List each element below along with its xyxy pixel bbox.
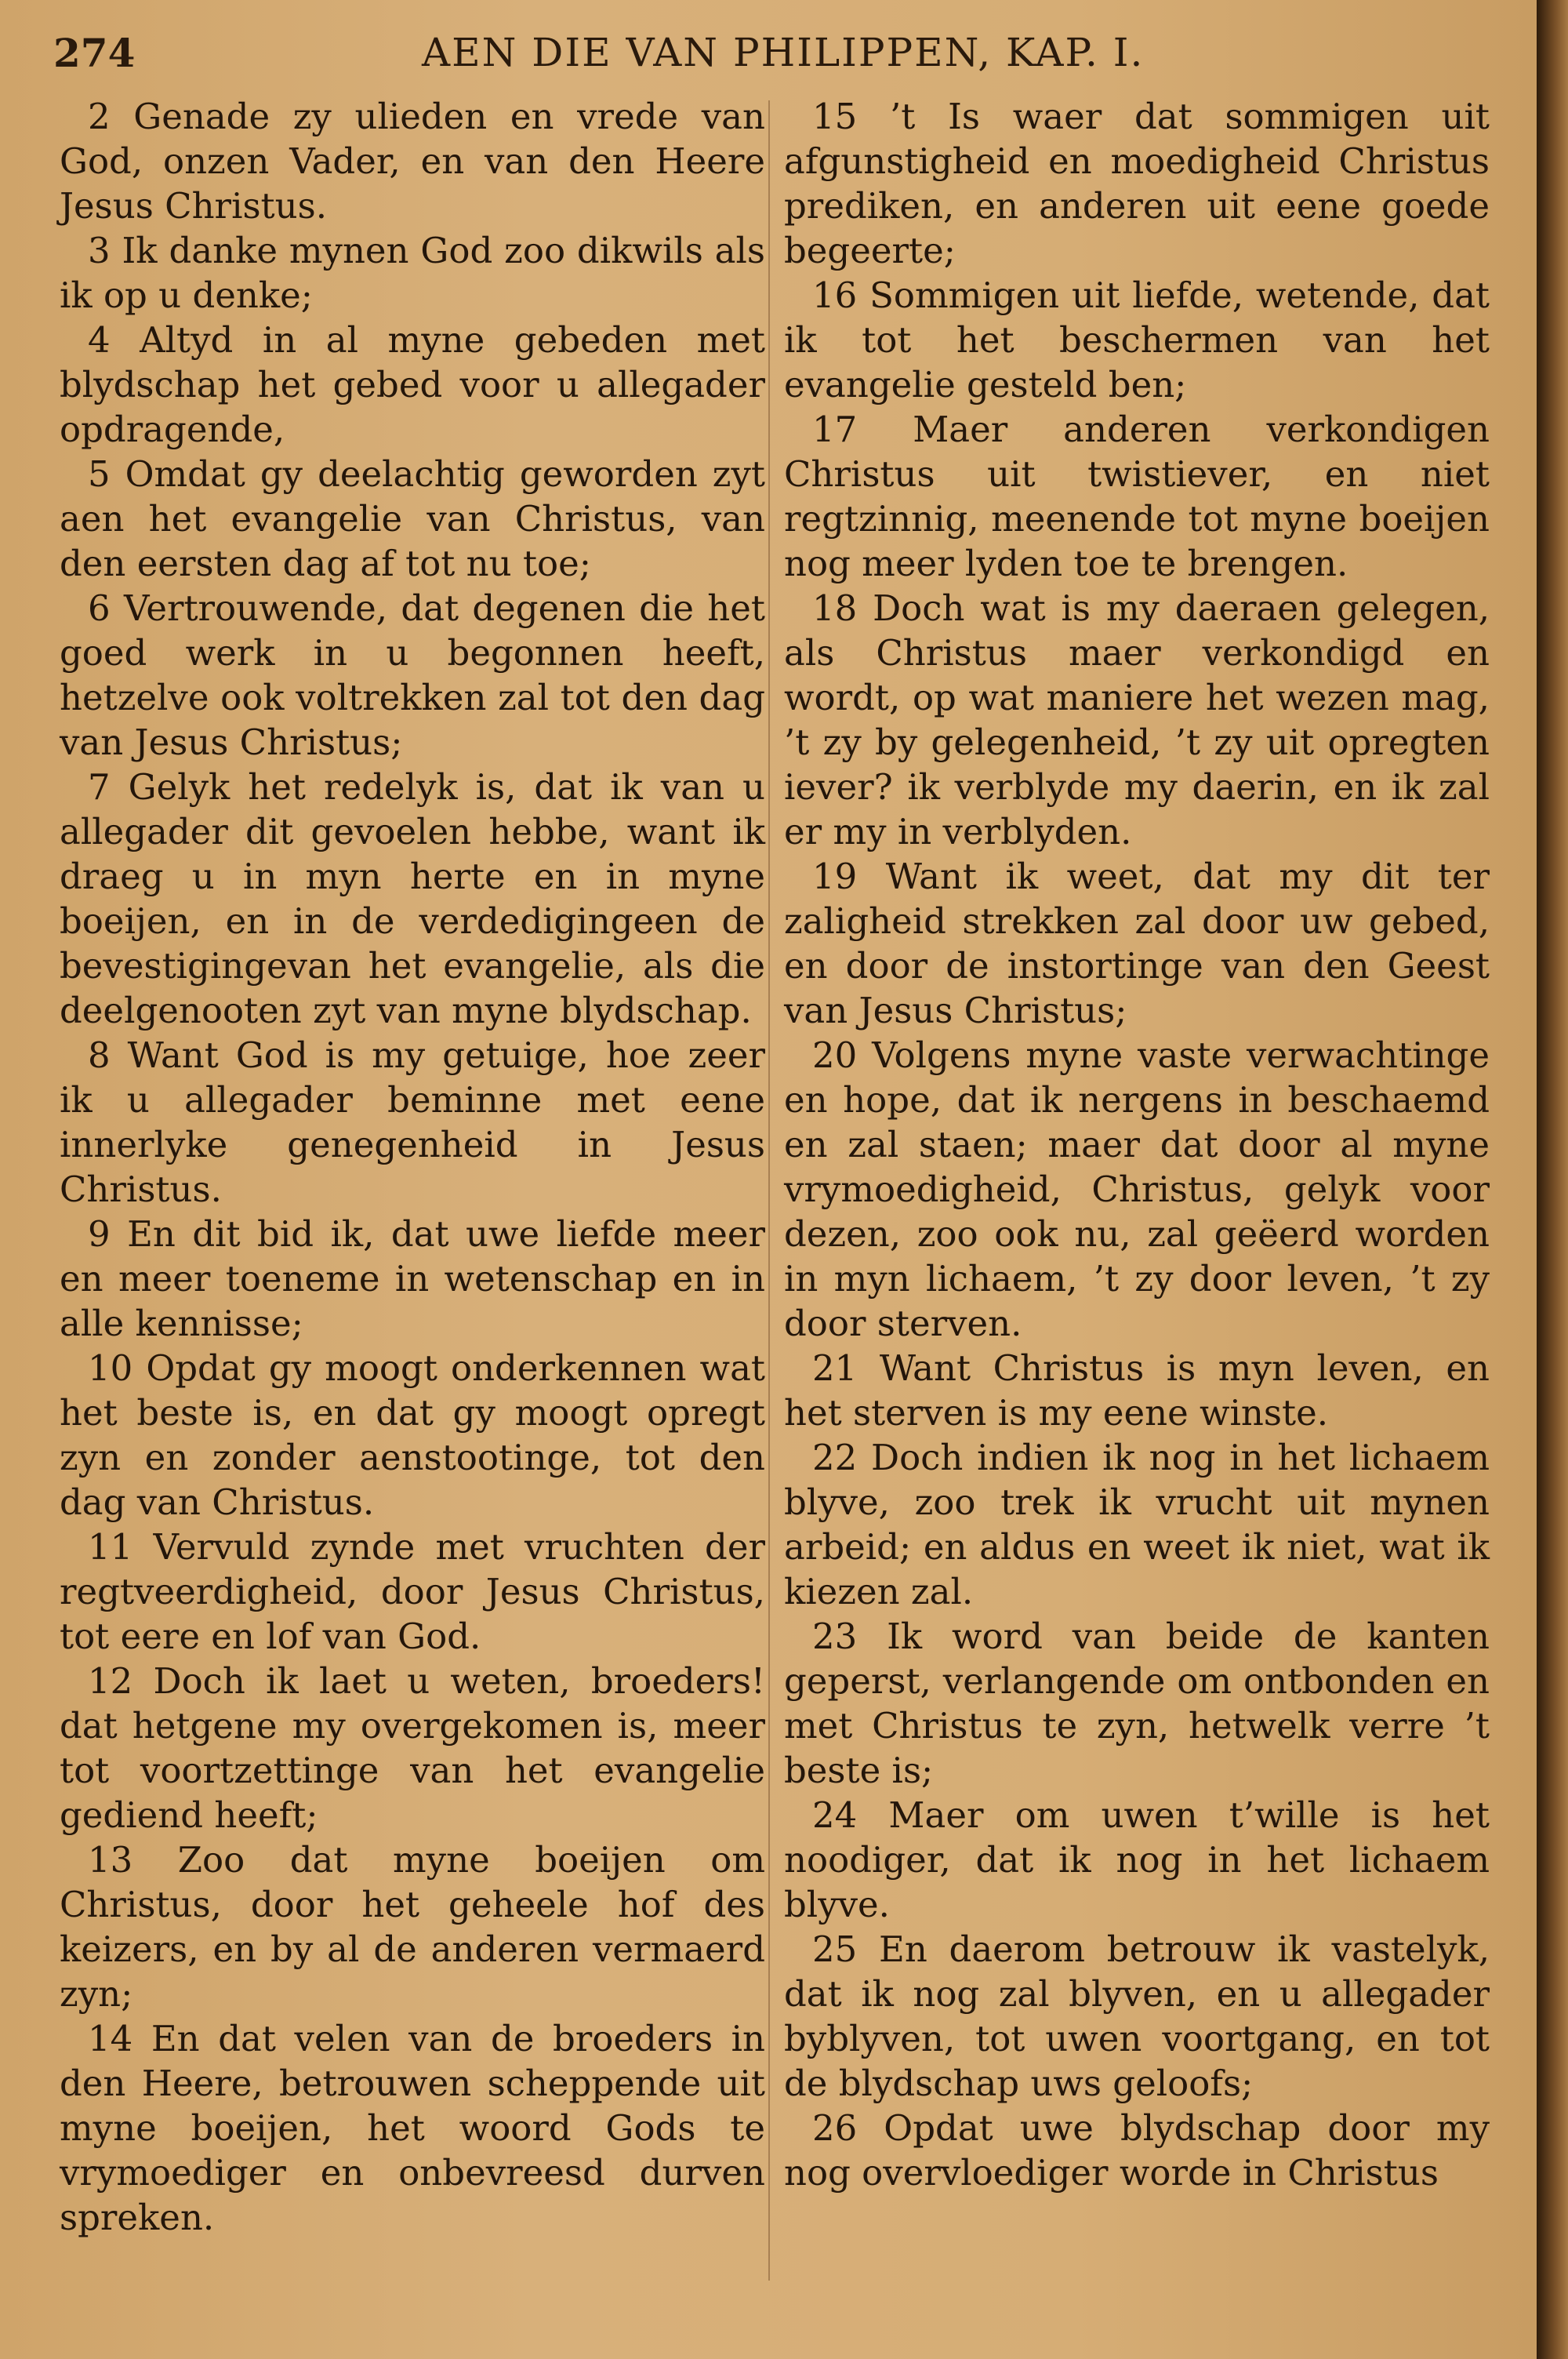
verse-12: 12 Doch ik laet u weten, broeders! dat hetgene my overgekomen is, meer tot voortzettinge van het evangelie gediend heeft; xyxy=(60,1660,765,1836)
verse-15: 15 ’t Is waer dat sommigen uit afgunstigheid en moedigheid Christus prediken, en anderen uit eene goede begeerte; xyxy=(784,96,1490,271)
column-divider xyxy=(768,100,770,2281)
verse-17: 17 Maer anderen verkondigen Christus uit twistiever, en niet regtzinnig, meenende tot myne boeijen nog meer lyden toe te brengen. xyxy=(784,409,1490,584)
page-header xyxy=(53,30,1512,85)
verse-24: 24 Maer om uwen t’wille is het noodiger, dat ik nog in het lichaem blyve. xyxy=(784,1794,1490,1925)
verse-19: 19 Want ik weet, dat my dit ter zaligheid strekken zal door uw gebed, en door de instortinge van den Geest van Jesus Christus; xyxy=(784,856,1490,1031)
verse-18: 18 Doch wat is my daeraen gelegen, als Christus maer verkondigd en wordt, op wat maniere het wezen mag, ’t zy by gelegenheid, ’t zy uit opregten iever? ik verblyde my daerin, en ik zal er my in verblyden. xyxy=(784,587,1490,852)
verse-20: 20 Volgens myne vaste verwachtinge en hope, dat ik nergens in beschaemd en zal staen; maer dat door al myne vrymoedigheid, Christus, gelyk voor dezen, zoo ook nu, zal geëerd worden in myn lichaem, ’t zy door leven, ’t zy door sterven. xyxy=(784,1034,1490,1344)
verse-21: 21 Want Christus is myn leven, en het sterven is my eene winste. xyxy=(784,1347,1490,1434)
verse-10: 10 Opdat gy moogt onderkennen wat het beste is, en dat gy moogt opregt zyn en zonder aenstootinge, tot den dag van Christus. xyxy=(60,1347,765,1523)
verse-25: 25 En daerom betrouw ik vastelyk, dat ik nog zal blyven, en u allegader byblyven, tot uwen voortgang, en tot de blydschap uws geloofs; xyxy=(784,1928,1490,2104)
verse-3: 3 Ik danke mynen God zoo dikwils als ik op u denke; xyxy=(60,230,765,316)
page-number: 274 xyxy=(53,30,136,76)
verse-5: 5 Omdat gy deelachtig geworden zyt aen het evangelie van Christus, van den eersten dag af tot nu toe; xyxy=(60,453,765,584)
verse-6: 6 Vertrouwende, dat degenen die het goed werk in u begonnen heeft, hetzelve ook voltrekken zal tot den dag van Jesus Christus; xyxy=(60,587,765,763)
verse-7: 7 Gelyk het redelyk is, dat ik van u allegader dit gevoelen hebbe, want ik draeg u in myn herte en in myne boeijen, en in de verdedigingeen de bevestigingevan het evangelie, als die deelgenooten zyt van myne blydschap. xyxy=(60,766,765,1031)
right-column xyxy=(784,94,1490,2195)
verse-4: 4 Altyd in al myne gebeden met blydschap het gebed voor u allegader opdragende, xyxy=(60,319,765,450)
adjacent-page-edge xyxy=(1537,0,1568,2359)
verse-23: 23 Ik word van beide de kanten geperst, verlangende om ontbonden en met Christus te zyn, hetwelk verre ’t beste is; xyxy=(784,1616,1490,1791)
left-column xyxy=(60,94,765,2240)
verse-11: 11 Vervuld zynde met vruchten der regtveerdigheid, door Jesus Christus, tot eere en lof van God. xyxy=(60,1526,765,1657)
verse-16: 16 Sommigen uit liefde, wetende, dat ik tot het beschermen van het evangelie gesteld ben; xyxy=(784,274,1490,405)
running-title: AEN DIE VAN PHILIPPEN, KAP. I. xyxy=(422,30,1145,75)
verse-22: 22 Doch indien ik nog in het lichaem blyve, zoo trek ik vrucht uit mynen arbeid; en aldus en weet ik niet, wat ik kiezen zal. xyxy=(784,1437,1490,1612)
verse-26: 26 Opdat uwe blydschap door my nog overvloediger worde in Christus xyxy=(784,2107,1490,2194)
verse-8: 8 Want God is my getuige, hoe zeer ik u allegader beminne met eene innerlyke genegenheid in Jesus Christus. xyxy=(60,1034,765,1210)
verse-2: 2 Genade zy ulieden en vrede van God, onzen Vader, en van den Heere Jesus Christus. xyxy=(60,96,765,227)
verse-14: 14 En dat velen van de broeders in den Heere, betrouwen scheppende uit myne boeijen, het woord Gods te vrymoediger en onbevreesd durven spreken. xyxy=(60,2018,765,2238)
verse-13: 13 Zoo dat myne boeijen om Christus, door het geheele hof des keizers, en by al de anderen vermaerd zyn; xyxy=(60,1839,765,2015)
verse-9: 9 En dit bid ik, dat uwe liefde meer en meer toeneme in wetenschap en in alle kennisse; xyxy=(60,1213,765,1344)
